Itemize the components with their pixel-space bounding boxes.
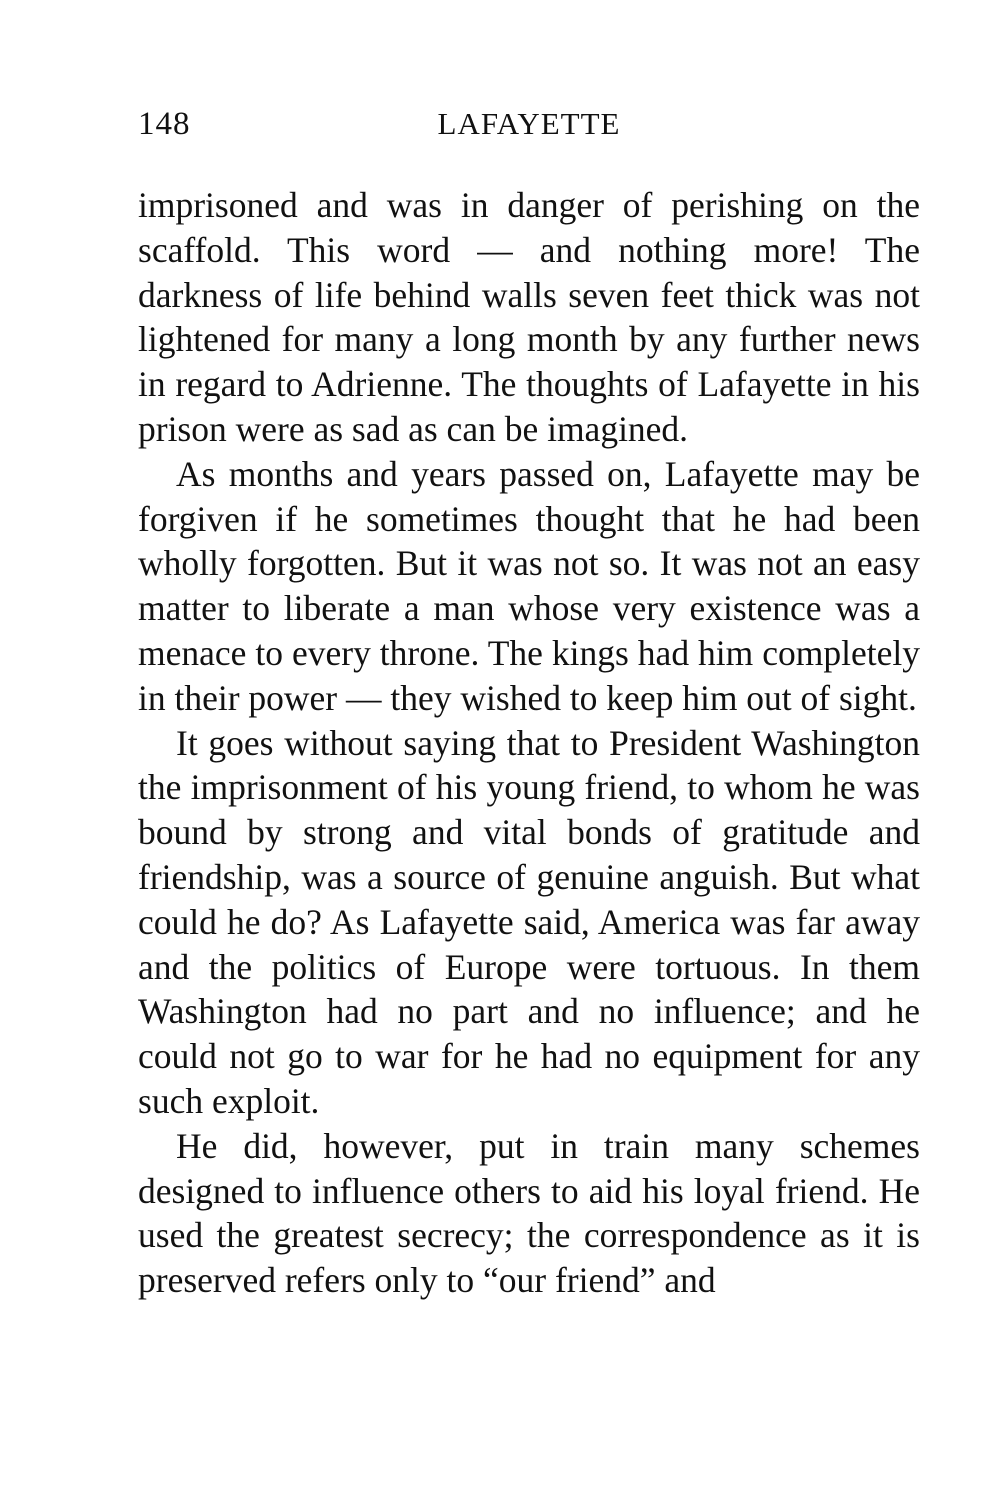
paragraph: He did, however, put in train many schemes designed to influence others to aid his loyal friend. He used the greatest secrecy; the correspondence as it is preserved refers only to “our friend” and bbox=[138, 1125, 920, 1301]
page-header bbox=[138, 106, 920, 154]
paragraph: It goes without saying that to President Washington the imprisonment of his young friend, to whom he was bound by strong and vital bonds of gratitude and friendship, was a source of genuine anguish. But what could he do? As Lafayette said, America was far away and the politics of Europe were tortuous. In them Washington had no part and no influence; and he could not go to war for he had no equipment for any such exploit. bbox=[138, 722, 920, 1121]
paragraph: imprisoned and was in danger of perishing on the scaffold. This word — and nothing more! The darkness of life behind walls seven feet thick was not lightened for many a long month by any further news in regard to Adrienne. The thoughts of Lafayette in his prison were as sad as can be imagined. bbox=[138, 185, 920, 449]
running-title: LAFAYETTE bbox=[437, 106, 621, 141]
body-text bbox=[138, 183, 920, 1303]
page-number: 148 bbox=[138, 106, 191, 142]
paragraph: As months and years passed on, Lafayette may be forgiven if he sometimes thought that he had been wholly forgotten. But it was not so. It was not an easy matter to liberate a man whose very existence was a menace to every throne. The kings had him completely in their power — they wished to keep him out of sight. bbox=[138, 453, 920, 718]
